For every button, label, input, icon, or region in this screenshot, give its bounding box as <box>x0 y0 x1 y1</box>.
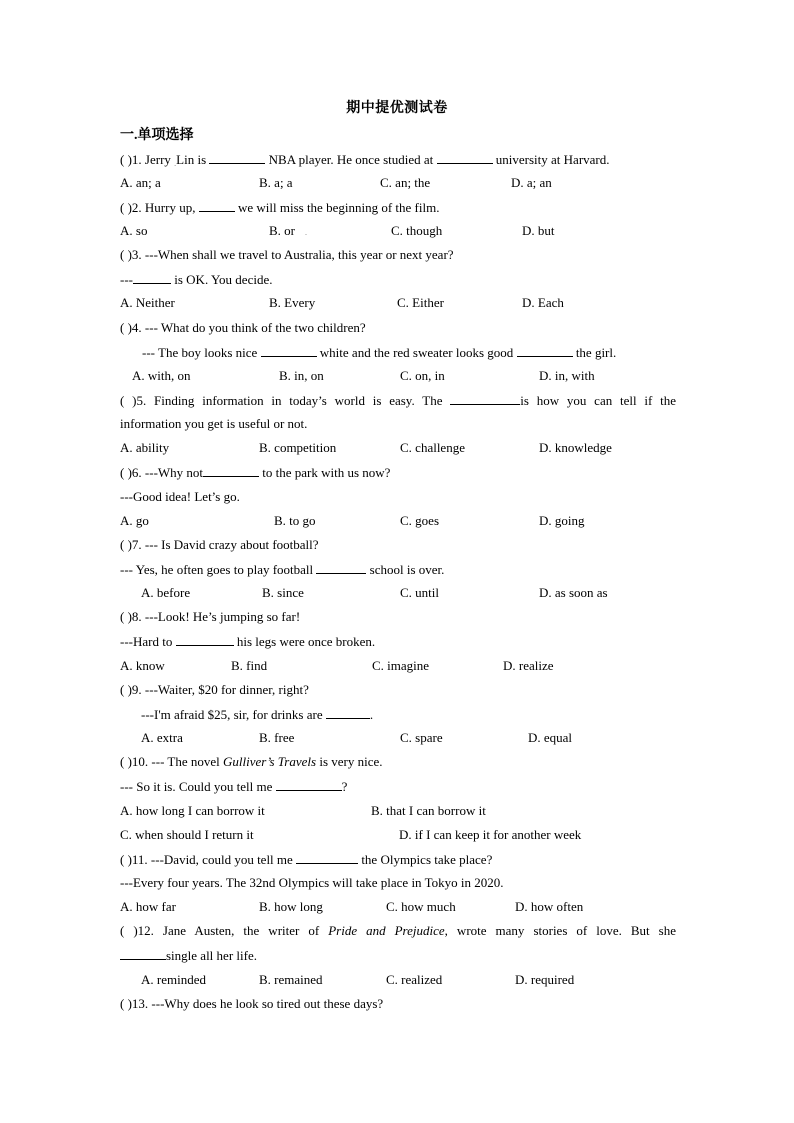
question-text: ( )11. ---David, could you tell me <box>120 852 297 867</box>
question-7-reply <box>120 560 676 579</box>
option-a: A. ability <box>120 440 170 455</box>
option-a: A. extra <box>141 730 183 745</box>
question-9-reply <box>141 705 676 724</box>
option-b: B. a; a <box>259 175 293 190</box>
option-a: A. an; a <box>120 175 161 190</box>
answer-blank <box>261 343 317 357</box>
answer-blank <box>209 150 265 164</box>
question-text: white and the red sweater looks good <box>316 345 517 360</box>
question-text: --- Yes, he often goes to play football <box>120 562 317 577</box>
question-text: is very nice. <box>316 754 383 769</box>
question-8-reply <box>120 632 676 651</box>
question-text: --- <box>120 272 133 287</box>
question-text: single all her life. <box>166 948 257 963</box>
question-text: the girl. <box>572 345 617 360</box>
question-6-reply: ---Good idea! Let’s go. <box>120 489 240 504</box>
question-text: is OK. You decide. <box>171 272 273 287</box>
option-a: A. how far <box>120 899 176 914</box>
option-a: A. Neither <box>120 295 175 310</box>
question-6 <box>120 463 676 482</box>
question-12-cont <box>120 946 676 965</box>
option-d: D. required <box>515 972 575 987</box>
question-text: ---Hard to <box>120 634 176 649</box>
option-c: C. challenge <box>400 440 465 455</box>
option-d: D. realize <box>503 658 554 673</box>
option-a: A. before <box>141 585 191 600</box>
option-b: B. find <box>231 658 268 673</box>
answer-blank <box>133 270 171 284</box>
question-8: ( )8. ---Look! He’s jumping so far! <box>120 609 301 624</box>
option-d: D. in, with <box>539 368 595 383</box>
question-10-reply <box>120 777 676 796</box>
option-a: A. how long I can borrow it <box>120 803 265 818</box>
book-title: Pride and Prejudice <box>328 923 445 938</box>
option-c: C. until <box>400 585 440 600</box>
question-5 <box>120 391 676 410</box>
question-text: the Olympics take place? <box>358 852 493 867</box>
option-d: D. how often <box>515 899 584 914</box>
answer-blank <box>450 391 520 405</box>
option-c: C. imagine <box>372 658 430 673</box>
section-heading: 一.单项选择 <box>120 128 194 143</box>
option-text: B. or <box>269 223 295 238</box>
option-d: D. going <box>539 513 585 528</box>
question-text: --- So it is. Could you tell me <box>120 779 276 794</box>
question-text: to the park with us now? <box>259 465 391 480</box>
question-text: ( )5. Finding information in today’s world is easy. The <box>120 393 451 408</box>
option-c: C. realized <box>386 972 443 987</box>
question-4: ( )4. --- What do you think of the two children? <box>120 320 366 335</box>
page-title: 期中提优测试卷 <box>346 101 448 116</box>
option-c: C. though <box>391 223 443 238</box>
option-d: D. but <box>522 223 555 238</box>
question-text: school is over. <box>366 562 445 577</box>
option-b: B. to go <box>274 513 316 528</box>
option-b: B. since <box>262 585 304 600</box>
option-c: C. how much <box>386 899 456 914</box>
answer-blank <box>517 343 573 357</box>
question-text: we will miss the beginning of the film. <box>234 200 440 215</box>
question-text: university at Harvard. <box>492 152 610 167</box>
option-c: C. spare <box>400 730 443 745</box>
option-b: B. competition <box>259 440 337 455</box>
option-a: A. with, on <box>132 368 191 383</box>
option-c: C. goes <box>400 513 439 528</box>
option-d: D. a; an <box>511 175 552 190</box>
mark-dot: . <box>174 159 177 168</box>
option-d: D. Each <box>522 295 564 310</box>
answer-blank <box>437 150 493 164</box>
question-3-reply <box>120 270 676 289</box>
option-b: B. free <box>259 730 295 745</box>
option-b: B. that I can borrow it <box>371 803 486 818</box>
question-text: ( )12. Jane Austen, the writer of <box>120 923 329 938</box>
question-text: ( )10. --- The novel <box>120 754 224 769</box>
question-10 <box>120 753 676 771</box>
question-13: ( )13. ---Why does he look so tired out these days? <box>120 996 384 1011</box>
answer-blank <box>276 777 342 791</box>
book-title: Gulliver’s Travels <box>223 754 317 769</box>
question-text: Lin is <box>176 152 210 167</box>
question-5-cont: information you get is useful or not. <box>120 416 308 431</box>
option-a: A. so <box>120 223 148 238</box>
option-b: B. Every <box>269 295 316 310</box>
question-9: ( )9. ---Waiter, $20 for dinner, right? <box>120 682 309 697</box>
option-d: D. equal <box>528 730 573 745</box>
option-d: D. knowledge <box>539 440 612 455</box>
option-a: A. reminded <box>141 972 206 987</box>
question-1 <box>120 150 676 173</box>
question-text: , wrote many stories of love. But she <box>444 923 676 938</box>
option-d: D. as soon as <box>539 585 608 600</box>
question-text: his legs were once broken. <box>233 634 376 649</box>
option-c: C. on, in <box>400 368 445 383</box>
option-b: B. in, on <box>279 368 324 383</box>
answer-blank <box>316 560 366 574</box>
answer-blank <box>176 632 234 646</box>
question-text: is how you can tell if the <box>520 393 676 408</box>
question-12 <box>120 922 676 940</box>
option-c: C. Either <box>397 295 444 310</box>
question-text: --- The boy looks nice <box>142 345 261 360</box>
question-11-reply: ---Every four years. The 32nd Olympics will take place in Tokyo in 2020. <box>120 875 504 890</box>
option-a: A. know <box>120 658 165 673</box>
question-text: . <box>369 707 374 722</box>
mark-dot: . <box>305 228 307 237</box>
question-4-reply <box>142 343 676 362</box>
question-text: ( )2. Hurry up, <box>120 200 199 215</box>
question-11 <box>120 850 676 869</box>
option-a: A. go <box>120 513 149 528</box>
option-b <box>269 222 307 242</box>
question-3: ( )3. ---When shall we travel to Australia, this year or next year? <box>120 247 454 262</box>
answer-blank <box>296 850 358 864</box>
question-text: ( )1. Jerry <box>120 152 175 167</box>
answer-blank <box>203 463 259 477</box>
question-7: ( )7. --- Is David crazy about football? <box>120 537 319 552</box>
option-c: C. when should I return it <box>120 827 254 842</box>
option-d: D. if I can keep it for another week <box>399 827 582 842</box>
answer-blank <box>326 705 370 719</box>
answer-blank <box>120 946 166 960</box>
option-c: C. an; the <box>380 175 431 190</box>
question-text: ? <box>341 779 348 794</box>
question-text: NBA player. He once studied at <box>265 152 437 167</box>
option-b: B. how long <box>259 899 323 914</box>
question-text: ---I'm afraid $25, sir, for drinks are <box>141 707 326 722</box>
question-text: ( )6. ---Why not <box>120 465 204 480</box>
question-2 <box>120 198 676 217</box>
answer-blank <box>199 198 235 212</box>
option-b: B. remained <box>259 972 323 987</box>
